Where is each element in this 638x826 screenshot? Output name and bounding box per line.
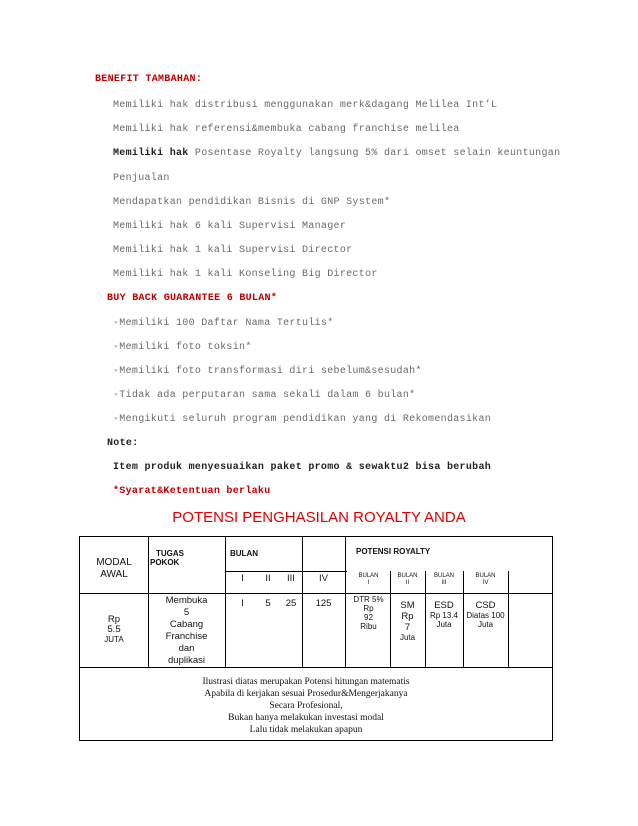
benefit-item: Memiliki hak referensi&membuka cabang franchise melilea <box>113 124 460 135</box>
potensi-value-line: CSD <box>475 600 496 611</box>
tugas-value <box>148 595 225 667</box>
tugas-pokok-header <box>150 549 220 567</box>
buyback-item: -Tidak ada perputaran sama sekali dalam 6 bulan* <box>113 390 416 401</box>
buyback-item: -Memiliki 100 Daftar Nama Tertulis* <box>113 318 334 329</box>
potensi-col-header <box>390 573 425 587</box>
bulan-value: 125 <box>315 598 332 609</box>
potensi-value <box>463 600 508 629</box>
grid-line <box>345 537 346 667</box>
illustration-note-line: Secara Profesional, <box>269 701 343 711</box>
tugas-pokok-line: POKOK <box>150 558 180 567</box>
potensi-value-line: 92 <box>364 613 373 622</box>
bulan-col-header: IV <box>319 573 328 584</box>
potensi-col-line: III <box>441 580 447 586</box>
bulan-value: 5 <box>265 598 271 609</box>
potensi-value-line: DTR 5% <box>353 595 384 604</box>
potensi-value-line: Rp <box>363 604 374 613</box>
potensi-col-header <box>347 573 390 587</box>
tugas-value-line: dan <box>178 643 195 654</box>
benefit-item <box>113 148 560 159</box>
grid-line <box>80 593 552 594</box>
benefit-item: Memiliki hak 6 kali Supervisi Manager <box>113 221 347 232</box>
illustration-note-line: Apabila di kerjakan sesuai Prosedur&Mengerjakanya <box>204 689 408 699</box>
potensi-col-line: BULAN <box>433 573 454 579</box>
note-terms: *Syarat&Ketentuan berlaku <box>113 486 271 497</box>
potensi-col-line: II <box>405 580 410 586</box>
grid-line <box>508 571 509 667</box>
tugas-value-line: 5 <box>183 607 190 618</box>
potensi-value-line: SM <box>400 600 415 611</box>
benefit-heading: BENEFIT TAMBAHAN: <box>95 74 203 85</box>
buyback-item: -Mengikuti seluruh program pendidikan yang di Rekomendasikan <box>113 414 492 425</box>
potensi-col-line: BULAN <box>358 573 379 579</box>
potensi-col-line: IV <box>482 580 489 586</box>
benefit-item: Mendapatkan pendidikan Bisnis di GNP System* <box>113 197 391 208</box>
buyback-heading: BUY BACK GUARANTEE 6 BULAN* <box>107 293 278 304</box>
bulan-value: 25 <box>285 598 297 609</box>
grid-line <box>80 667 552 668</box>
tugas-value-line: Membuka <box>165 595 208 606</box>
potensi-value-line: Juta <box>399 633 416 642</box>
bulan-header: BULAN <box>230 549 258 558</box>
potensi-value-line: ESD <box>434 600 454 611</box>
modal-value-line: 5.5 <box>107 624 121 635</box>
modal-awal-line: MODAL <box>96 557 132 568</box>
note-label: Note: <box>107 438 139 449</box>
potensi-col-line: BULAN <box>397 573 418 579</box>
potensi-royalty-header: POTENSI ROYALTY <box>356 547 431 556</box>
illustration-note-line: Ilustrasi diatas merupakan Potensi hitungan matematis <box>202 677 410 687</box>
potensi-value-line: Ribu <box>360 622 377 631</box>
tugas-value-line: Franchise <box>165 631 208 642</box>
illustration-note <box>150 676 462 736</box>
modal-awal-header <box>80 557 148 581</box>
buyback-item: -Memiliki foto transformasi diri sebelum&sesudah* <box>113 366 422 377</box>
tugas-value-line: duplikasi <box>168 655 205 666</box>
potensi-value <box>347 595 390 631</box>
potensi-col-line: BULAN <box>475 573 496 579</box>
benefit-item: Penjualan <box>113 173 170 184</box>
royalty-table <box>79 536 553 741</box>
potensi-value <box>390 600 425 642</box>
potensi-value-line: Rp <box>401 611 414 622</box>
modal-value-line: Rp <box>107 614 121 625</box>
bulan-col-header: II <box>265 573 271 584</box>
tugas-value-line: Cabang <box>169 619 204 630</box>
benefit-item: Memiliki hak 1 kali Konseling Big Director <box>113 269 378 280</box>
potensi-value <box>425 600 463 629</box>
note-line: Item produk menyesuaikan paket promo & sewaktu2 bisa berubah <box>113 462 492 473</box>
tugas-pokok-line: TUGAS <box>156 549 184 558</box>
benefit-item-rest: Posentase Royalty langsung 5% dari omset selain keuntungan <box>188 148 561 159</box>
benefit-item: Memiliki hak distribusi menggunakan merk&dagang Melilea Int’L <box>113 100 498 111</box>
potensi-value-line: Rp 13.4 <box>429 611 459 620</box>
potensi-title: POTENSI PENGHASILAN ROYALTY ANDA <box>172 509 466 526</box>
potensi-value-line: 7 <box>404 622 411 633</box>
modal-value-line: JUTA <box>104 635 124 644</box>
potensi-value-line: Juta <box>436 620 452 629</box>
benefit-item-bold: Memiliki hak <box>113 148 189 159</box>
bulan-col-header: I <box>241 573 244 584</box>
potensi-col-header <box>425 573 463 587</box>
potensi-col-header <box>463 573 508 587</box>
benefit-item: Memiliki hak 1 kali Supervisi Director <box>113 245 353 256</box>
bulan-value: I <box>241 598 244 609</box>
bulan-col-header: III <box>287 573 295 584</box>
illustration-note-line: Bukan hanya melakukan investasi modal <box>228 713 384 723</box>
potensi-value-line: Diatas 100 <box>466 611 505 620</box>
potensi-col-line: I <box>367 580 370 586</box>
illustration-note-line: Lalu tidak melakukan apapun <box>249 725 363 735</box>
buyback-item: -Memiliki foto toksin* <box>113 342 252 353</box>
modal-value <box>80 615 148 645</box>
grid-line <box>225 571 347 572</box>
modal-awal-line: AWAL <box>100 569 128 580</box>
potensi-value-line: Juta <box>477 620 494 629</box>
